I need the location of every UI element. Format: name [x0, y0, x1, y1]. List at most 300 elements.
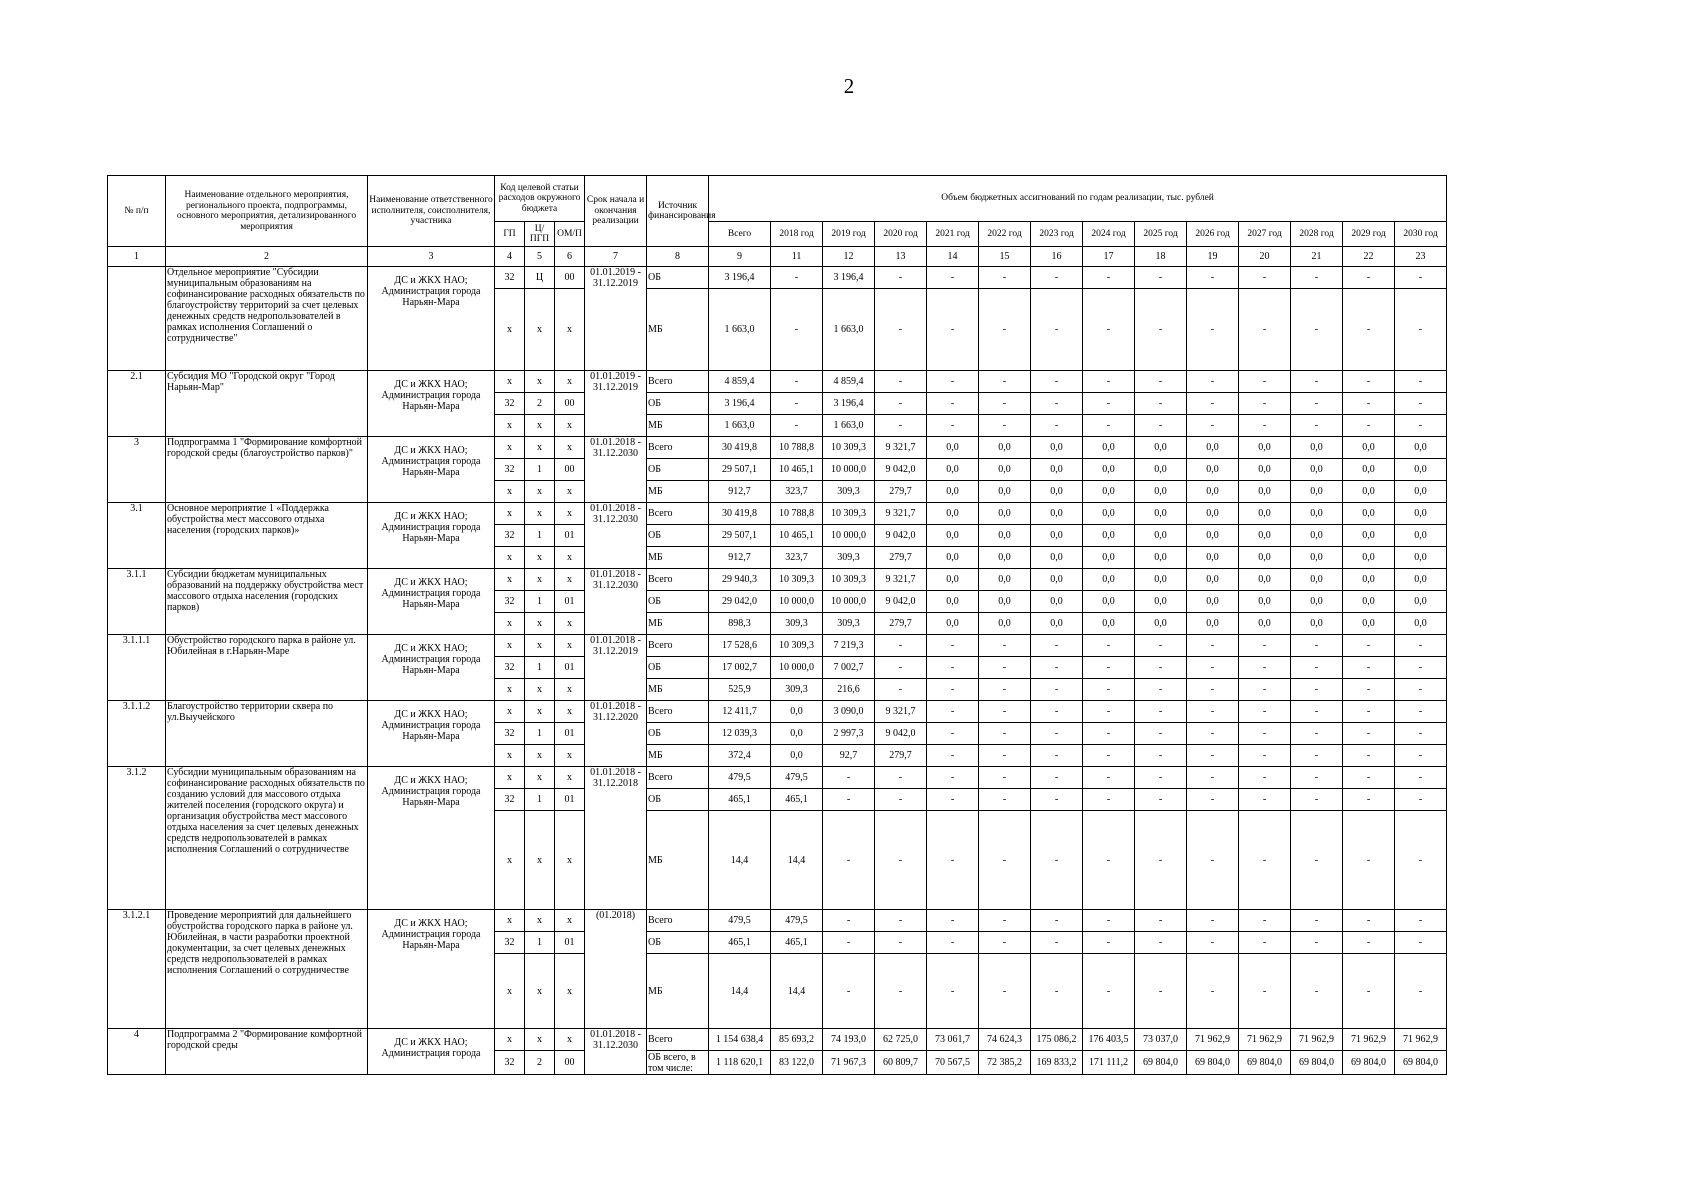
value-year: -	[1239, 745, 1291, 767]
code-gp: 32	[495, 723, 525, 745]
header-column-number: 22	[1343, 247, 1395, 267]
value-year: -	[1135, 954, 1187, 1029]
value-year: 0,0	[1031, 547, 1083, 569]
code-ommp: х	[555, 503, 585, 525]
value-year: -	[875, 789, 927, 811]
value-total: 465,1	[709, 932, 771, 954]
value-year: 0,0	[1395, 503, 1447, 525]
value-year: -	[927, 932, 979, 954]
value-year: -	[875, 635, 927, 657]
row-number	[108, 267, 166, 371]
value-year: -	[875, 767, 927, 789]
value-year: 0,0	[1031, 613, 1083, 635]
item-name: Отдельное мероприятие "Субсидии муниципальным образованиям на софинансирование расходных обязательств по благоустройству территорий за счет целевых денежных средств недропользователей в рамках исполнения Соглашений о сотрудничестве"	[166, 267, 368, 371]
value-year: -	[1395, 657, 1447, 679]
value-year: -	[1083, 393, 1135, 415]
term: 01.01.2018 - 31.12.2020	[585, 701, 647, 767]
value-year: -	[1291, 932, 1343, 954]
value-year: 4 859,4	[823, 371, 875, 393]
value-year: -	[1031, 954, 1083, 1029]
code-cpgp: 1	[525, 932, 555, 954]
value-year: -	[927, 371, 979, 393]
value-year: 10 000,0	[823, 591, 875, 613]
value-year: 10 000,0	[771, 591, 823, 613]
header-year: 2026 год	[1187, 222, 1239, 247]
code-ommp: х	[555, 569, 585, 591]
value-year: 0,0	[1187, 437, 1239, 459]
value-total: 912,7	[709, 481, 771, 503]
code-gp: х	[495, 701, 525, 723]
value-year: -	[927, 701, 979, 723]
value-year: 70 567,5	[927, 1051, 979, 1075]
code-ommp: х	[555, 910, 585, 932]
value-year: 465,1	[771, 789, 823, 811]
value-year: -	[1291, 954, 1343, 1029]
value-total: 479,5	[709, 910, 771, 932]
value-year: 279,7	[875, 481, 927, 503]
value-year: -	[875, 289, 927, 371]
value-year: 0,0	[1187, 481, 1239, 503]
value-year: 0,0	[1343, 503, 1395, 525]
value-year: -	[1083, 745, 1135, 767]
value-year: 309,3	[771, 613, 823, 635]
value-year: -	[1343, 657, 1395, 679]
value-year: -	[1083, 679, 1135, 701]
value-year: -	[927, 679, 979, 701]
value-year: -	[1291, 415, 1343, 437]
funding-source: Всего	[647, 910, 709, 932]
code-ommp: 00	[555, 1051, 585, 1075]
code-gp: х	[495, 547, 525, 569]
code-cpgp: х	[525, 701, 555, 723]
table-row	[108, 767, 1499, 789]
value-total: 1 154 638,4	[709, 1029, 771, 1051]
header-year: 2021 год	[927, 222, 979, 247]
term: 01.01.2018 - 31.12.2030	[585, 503, 647, 569]
value-year: 0,0	[1395, 437, 1447, 459]
value-year: 0,0	[1083, 525, 1135, 547]
executor: ДС и ЖКХ НАО; Администрация города Нарьян-Мара	[368, 701, 495, 767]
header-column-number: 8	[647, 247, 709, 267]
value-year: -	[1343, 789, 1395, 811]
value-year: -	[1343, 811, 1395, 910]
value-year: -	[1135, 289, 1187, 371]
value-year: -	[1343, 723, 1395, 745]
header-volume: Объем бюджетных ассигнований по годам реализации, тыс. рублей	[709, 176, 1447, 222]
value-year: 465,1	[771, 932, 823, 954]
code-cpgp: 1	[525, 525, 555, 547]
value-year: -	[1239, 701, 1291, 723]
value-year: -	[1031, 932, 1083, 954]
header-year: 2027 год	[1239, 222, 1291, 247]
value-year: -	[979, 745, 1031, 767]
value-year: 0,0	[1083, 459, 1135, 481]
value-year: -	[1239, 910, 1291, 932]
value-year: -	[875, 267, 927, 289]
code-gp: х	[495, 503, 525, 525]
value-year: 479,5	[771, 910, 823, 932]
executor: ДС и ЖКХ НАО; Администрация города Нарьян-Мара	[368, 767, 495, 910]
value-year: 2 997,3	[823, 723, 875, 745]
value-year: 0,0	[979, 525, 1031, 547]
code-gp: х	[495, 481, 525, 503]
value-year: -	[1135, 910, 1187, 932]
value-year: -	[1395, 415, 1447, 437]
value-year: 0,0	[1187, 613, 1239, 635]
term: 01.01.2018 - 31.12.2019	[585, 635, 647, 701]
code-gp: х	[495, 1029, 525, 1051]
value-year: -	[1083, 723, 1135, 745]
executor: ДС и ЖКХ НАО; Администрация города Нарьян-Мара	[368, 635, 495, 701]
value-year: -	[1239, 415, 1291, 437]
code-ommp: 01	[555, 591, 585, 613]
code-cpgp: х	[525, 371, 555, 393]
value-year: 0,0	[1291, 591, 1343, 613]
funding-source: ОБ	[647, 459, 709, 481]
value-year: -	[875, 657, 927, 679]
row-number: 3.1.1.1	[108, 635, 166, 701]
term: 01.01.2019 - 31.12.2019	[585, 371, 647, 437]
code-gp: 32	[495, 459, 525, 481]
value-year: -	[1187, 767, 1239, 789]
funding-source: МБ	[647, 613, 709, 635]
term: 01.01.2018 - 31.12.2030	[585, 437, 647, 503]
value-year: -	[823, 932, 875, 954]
value-year: 0,0	[927, 525, 979, 547]
code-cpgp: х	[525, 1029, 555, 1051]
term: 01.01.2019 - 31.12.2019	[585, 267, 647, 371]
value-year: -	[875, 811, 927, 910]
value-year: -	[979, 723, 1031, 745]
value-year: 3 196,4	[823, 267, 875, 289]
value-year: -	[1395, 679, 1447, 701]
value-total: 17 528,6	[709, 635, 771, 657]
value-year: -	[1291, 789, 1343, 811]
value-year: -	[1291, 393, 1343, 415]
value-total: 12 411,7	[709, 701, 771, 723]
budget-table-container	[107, 175, 1499, 1075]
value-year: -	[1395, 745, 1447, 767]
value-year: -	[1135, 371, 1187, 393]
value-year: -	[1239, 635, 1291, 657]
value-year: -	[1291, 767, 1343, 789]
value-year: -	[979, 289, 1031, 371]
value-year: 71 967,3	[823, 1051, 875, 1075]
code-ommp: х	[555, 289, 585, 371]
header-column-number: 23	[1395, 247, 1447, 267]
value-year: 10 309,3	[823, 437, 875, 459]
value-year: -	[823, 811, 875, 910]
code-gp: 32	[495, 591, 525, 613]
value-year: -	[979, 635, 1031, 657]
code-cpgp: 2	[525, 1051, 555, 1075]
value-year: -	[1291, 267, 1343, 289]
value-year: -	[1395, 267, 1447, 289]
value-year: -	[1187, 745, 1239, 767]
value-year: -	[1343, 393, 1395, 415]
header-source: Источник финансирования	[647, 176, 709, 247]
value-year: 0,0	[1291, 547, 1343, 569]
value-year: 3 196,4	[823, 393, 875, 415]
value-year: 0,0	[927, 459, 979, 481]
value-year: -	[1343, 932, 1395, 954]
value-year: -	[1187, 789, 1239, 811]
value-year: 0,0	[1135, 547, 1187, 569]
code-cpgp: х	[525, 745, 555, 767]
value-year: 1 663,0	[823, 289, 875, 371]
code-gp: х	[495, 613, 525, 635]
value-year: 71 962,9	[1291, 1029, 1343, 1051]
header-column-number: 1	[108, 247, 166, 267]
value-year: 0,0	[1135, 503, 1187, 525]
value-year: 0,0	[1083, 613, 1135, 635]
value-year: -	[979, 371, 1031, 393]
header-column-number: 12	[823, 247, 875, 267]
value-year: 279,7	[875, 745, 927, 767]
value-year: -	[1187, 910, 1239, 932]
table-body	[108, 267, 1499, 1075]
value-year: 0,0	[1031, 481, 1083, 503]
value-year: 0,0	[1343, 525, 1395, 547]
header-term: Срок начала и окончания реализации	[585, 176, 647, 247]
value-year: 71 962,9	[1343, 1029, 1395, 1051]
value-year: 323,7	[771, 547, 823, 569]
value-year: -	[927, 745, 979, 767]
code-cpgp: х	[525, 811, 555, 910]
value-year: 7 002,7	[823, 657, 875, 679]
funding-source: ОБ	[647, 591, 709, 613]
value-year: 9 321,7	[875, 437, 927, 459]
value-year: 10 788,8	[771, 503, 823, 525]
code-ommp: 00	[555, 393, 585, 415]
code-ommp: х	[555, 371, 585, 393]
value-year: -	[1291, 657, 1343, 679]
code-ommp: х	[555, 679, 585, 701]
value-year: -	[1031, 679, 1083, 701]
value-year: 216,6	[823, 679, 875, 701]
value-year: 9 321,7	[875, 503, 927, 525]
value-year: -	[1135, 767, 1187, 789]
value-year: 0,0	[1031, 569, 1083, 591]
code-cpgp: х	[525, 679, 555, 701]
value-year: -	[1291, 701, 1343, 723]
code-cpgp: х	[525, 569, 555, 591]
value-total: 29 507,1	[709, 459, 771, 481]
value-year: -	[823, 789, 875, 811]
value-year: 9 042,0	[875, 459, 927, 481]
code-ommp: х	[555, 745, 585, 767]
value-year: 323,7	[771, 481, 823, 503]
value-year: 0,0	[1031, 591, 1083, 613]
value-year: -	[979, 701, 1031, 723]
item-name: Подпрограмма 1 "Формирование комфортной городской среды (благоустройство парков)"	[166, 437, 368, 503]
value-year: 0,0	[1291, 437, 1343, 459]
value-year: -	[1187, 371, 1239, 393]
value-year: -	[1343, 415, 1395, 437]
value-year: -	[1239, 954, 1291, 1029]
value-year: 0,0	[1083, 569, 1135, 591]
value-year: -	[979, 811, 1031, 910]
header-column-number: 17	[1083, 247, 1135, 267]
term: 01.01.2018 - 31.12.2030	[585, 569, 647, 635]
item-name: Проведение мероприятий для дальнейшего обустройства городского парка в районе ул. Юбилейная, в части разработки проектной документации, за счет целевых денежных средств недропользователей в рамках исполнения Соглашений о сотрудничестве	[166, 910, 368, 1029]
value-year: -	[1187, 701, 1239, 723]
value-year: -	[927, 393, 979, 415]
value-year: -	[1343, 954, 1395, 1029]
value-year: 0,0	[1395, 591, 1447, 613]
header-column-number: 4	[495, 247, 525, 267]
funding-source: Всего	[647, 437, 709, 459]
row-number: 4	[108, 1029, 166, 1075]
value-year: -	[1135, 811, 1187, 910]
value-year: 309,3	[823, 613, 875, 635]
code-cpgp: х	[525, 767, 555, 789]
value-year: -	[771, 289, 823, 371]
code-gp: х	[495, 954, 525, 1029]
value-year: -	[823, 767, 875, 789]
value-year: -	[875, 679, 927, 701]
code-gp: х	[495, 679, 525, 701]
value-year: -	[1187, 635, 1239, 657]
value-year: -	[1239, 289, 1291, 371]
value-year: -	[927, 789, 979, 811]
value-year: -	[1187, 679, 1239, 701]
value-total: 479,5	[709, 767, 771, 789]
funding-source: МБ	[647, 954, 709, 1029]
value-year: -	[1343, 767, 1395, 789]
code-ommp: х	[555, 613, 585, 635]
term: (01.2018)	[585, 910, 647, 1029]
funding-source: Всего	[647, 701, 709, 723]
header-column-number: 6	[555, 247, 585, 267]
value-year: -	[1031, 371, 1083, 393]
value-year: 0,0	[1031, 437, 1083, 459]
funding-source: МБ	[647, 679, 709, 701]
code-cpgp: х	[525, 635, 555, 657]
code-cpgp: х	[525, 613, 555, 635]
value-year: -	[771, 393, 823, 415]
row-number: 3.1.1	[108, 569, 166, 635]
value-year: 171 111,2	[1083, 1051, 1135, 1075]
value-year: -	[979, 932, 1031, 954]
value-year: 9 321,7	[875, 569, 927, 591]
value-year: 0,0	[927, 547, 979, 569]
code-cpgp: х	[525, 289, 555, 371]
value-year: -	[927, 767, 979, 789]
value-year: 0,0	[927, 481, 979, 503]
table-row	[108, 701, 1499, 723]
code-cpgp: х	[525, 954, 555, 1029]
value-year: -	[1083, 267, 1135, 289]
value-year: 0,0	[1239, 459, 1291, 481]
value-total: 525,9	[709, 679, 771, 701]
value-total: 4 859,4	[709, 371, 771, 393]
value-year: 10 309,3	[823, 569, 875, 591]
value-year: 0,0	[1343, 569, 1395, 591]
value-year: -	[1135, 723, 1187, 745]
value-year: -	[875, 371, 927, 393]
value-year: -	[1031, 657, 1083, 679]
value-year: -	[1291, 289, 1343, 371]
funding-source: ОБ всего, в том числе:	[647, 1051, 709, 1075]
value-total: 898,3	[709, 613, 771, 635]
header-column-number: 7	[585, 247, 647, 267]
row-number: 3.1.2.1	[108, 910, 166, 1029]
value-total: 372,4	[709, 745, 771, 767]
value-year: -	[1135, 393, 1187, 415]
value-year: -	[1395, 723, 1447, 745]
table-row	[108, 1029, 1499, 1051]
value-year: 279,7	[875, 547, 927, 569]
value-year: 0,0	[1083, 437, 1135, 459]
value-year: 10 465,1	[771, 459, 823, 481]
value-year: 92,7	[823, 745, 875, 767]
value-year: -	[979, 954, 1031, 1029]
code-ommp: х	[555, 811, 585, 910]
code-cpgp: х	[525, 415, 555, 437]
code-gp: х	[495, 811, 525, 910]
code-cpgp: х	[525, 437, 555, 459]
item-name: Подпрограмма 2 "Формирование комфортной городской среды	[166, 1029, 368, 1075]
value-year: -	[1395, 811, 1447, 910]
value-year: 0,0	[1083, 591, 1135, 613]
value-year: 0,0	[1135, 569, 1187, 591]
code-gp: 32	[495, 932, 525, 954]
value-year: 0,0	[979, 591, 1031, 613]
value-year: 69 804,0	[1395, 1051, 1447, 1075]
header-executor: Наименование ответственного исполнителя, соисполнителя, участника	[368, 176, 495, 247]
funding-source: Всего	[647, 569, 709, 591]
value-year: -	[1343, 679, 1395, 701]
table-row	[108, 569, 1499, 591]
value-year: 10 309,3	[823, 503, 875, 525]
code-ommp: х	[555, 767, 585, 789]
value-year: 71 962,9	[1187, 1029, 1239, 1051]
value-year: 0,0	[1187, 569, 1239, 591]
code-cpgp: х	[525, 910, 555, 932]
table-row	[108, 437, 1499, 459]
value-year: 169 833,2	[1031, 1051, 1083, 1075]
row-number: 3.1	[108, 503, 166, 569]
header-column-number: 5	[525, 247, 555, 267]
value-year: -	[771, 267, 823, 289]
value-year: 0,0	[1187, 459, 1239, 481]
value-year: -	[979, 910, 1031, 932]
value-year: -	[979, 679, 1031, 701]
row-number: 3.1.1.2	[108, 701, 166, 767]
header-year: 2028 год	[1291, 222, 1343, 247]
value-total: 14,4	[709, 954, 771, 1029]
value-year: 10 788,8	[771, 437, 823, 459]
header-name: Наименование отдельного мероприятия, регионального проекта, подпрограммы, основного мероприятия, детализированного мероприятия	[166, 176, 368, 247]
code-ommp: 01	[555, 932, 585, 954]
value-year: 0,0	[1291, 503, 1343, 525]
value-year: 0,0	[927, 503, 979, 525]
value-year: -	[875, 954, 927, 1029]
value-year: -	[979, 789, 1031, 811]
funding-source: МБ	[647, 415, 709, 437]
value-year: 0,0	[979, 481, 1031, 503]
value-year: 0,0	[1291, 613, 1343, 635]
value-year: 0,0	[1395, 481, 1447, 503]
header-column-number: 18	[1135, 247, 1187, 267]
value-year: 74 193,0	[823, 1029, 875, 1051]
code-cpgp: 1	[525, 591, 555, 613]
value-year: -	[979, 767, 1031, 789]
code-cpgp: 1	[525, 657, 555, 679]
value-total: 14,4	[709, 811, 771, 910]
value-year: -	[979, 267, 1031, 289]
